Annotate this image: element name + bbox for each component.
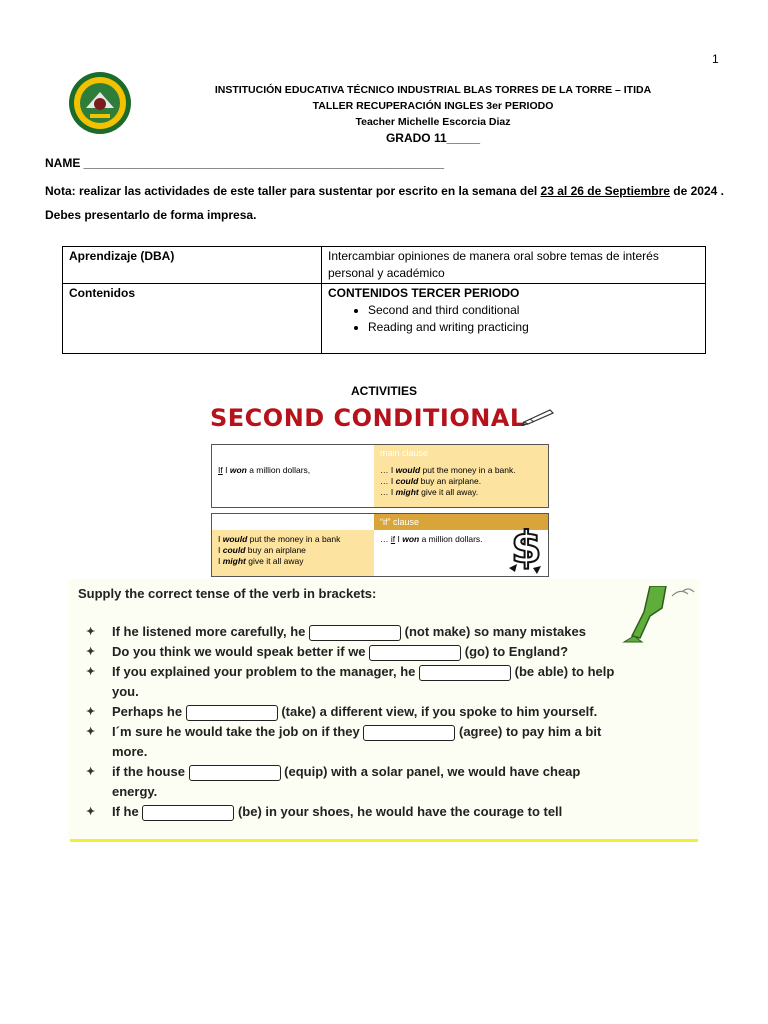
- exercise-item: [86, 662, 702, 702]
- text-span: put the money in a bank.: [420, 465, 516, 475]
- exercise-list: [86, 622, 702, 822]
- table1-main-cell: [374, 461, 549, 507]
- dba-table: [62, 246, 706, 354]
- verb-emphasis: could: [222, 545, 246, 555]
- exercise-item: [86, 622, 702, 642]
- bullet-icon: ✦: [86, 766, 96, 778]
- note-text-after: de 2024 . Debes presentarlo de forma impresa.: [45, 184, 724, 222]
- verb-emphasis: won: [229, 465, 247, 475]
- yellow-divider: [70, 839, 698, 842]
- table1-col2-header: main clause: [374, 445, 549, 462]
- exercise-title: Supply the correct tense of the verb in brackets:: [78, 586, 377, 601]
- bullet-icon: ✦: [86, 626, 96, 638]
- name-line: NAME ______________________________________________________: [45, 156, 445, 170]
- item-text: (be able) to help: [511, 664, 615, 679]
- contents-heading: CONTENIDOS TERCER PERIODO: [328, 286, 520, 300]
- exercise-item: [86, 762, 702, 802]
- item-text: (equip) with a solar panel, we would have cheap: [280, 764, 581, 779]
- item-text: If you explained your problem to the manager, he: [112, 664, 420, 679]
- verb-emphasis: would: [222, 534, 248, 544]
- bullet-icon: ✦: [86, 646, 96, 658]
- text-span: … I: [380, 487, 396, 497]
- item-text: (not make) so many mistakes: [401, 624, 586, 639]
- main-clause-line: [218, 534, 368, 545]
- activities-title: ACTIVITIES: [350, 384, 417, 398]
- text-span: a million dollars.: [419, 534, 483, 544]
- item-text: energy.: [112, 784, 158, 799]
- answer-blank[interactable]: [369, 645, 461, 661]
- item-text: I´m sure he would take the job on if they: [112, 724, 364, 739]
- main-clause-line: [218, 545, 368, 556]
- table2-main-cell: [212, 530, 375, 576]
- table1-col1-header: “if” clause: [212, 445, 375, 462]
- grade-line: GRADO 11_____: [385, 131, 481, 145]
- main-clause-line: [380, 476, 542, 487]
- exercise-item: [86, 722, 702, 762]
- table2-col2-header: “if” clause: [374, 514, 549, 531]
- text-span: …: [380, 534, 391, 544]
- page-number: 1: [712, 52, 719, 66]
- conditional-table-main-first: [211, 513, 549, 577]
- answer-blank[interactable]: [142, 805, 234, 821]
- svg-text:$: $: [511, 522, 542, 573]
- text-span: a million dollars,: [246, 465, 311, 475]
- conditional-table-if-first: [211, 444, 549, 508]
- item-text: If he listened more carefully, he: [112, 624, 309, 639]
- item-text: (agree) to pay him a bit: [455, 724, 602, 739]
- exercise-item: [86, 702, 702, 722]
- exercise-item: [86, 802, 702, 822]
- item-text: (take) a different view, if you spoke to him yourself.: [277, 704, 598, 719]
- text-span: I: [218, 556, 223, 566]
- contents-item: • Reading and writing practicing: [368, 319, 699, 336]
- text-span: … I: [380, 476, 396, 486]
- verb-emphasis: won: [402, 534, 420, 544]
- main-clause-line: [380, 487, 542, 498]
- text-span: give it all away.: [418, 487, 479, 497]
- text-span: give it all away: [245, 556, 304, 566]
- second-conditional-title: SECOND CONDITIONAL: [210, 404, 526, 432]
- bullet-icon: ✦: [86, 806, 96, 818]
- answer-blank[interactable]: [189, 765, 281, 781]
- institution-name: INSTITUCIÓN EDUCATIVA TÉCNICO INDUSTRIAL BLAS TORRES DE LA TORRE – ITIDA: [214, 84, 652, 96]
- verb-emphasis: would: [395, 465, 421, 475]
- bullet-icon: ✦: [86, 666, 96, 678]
- text-span: buy an airplane: [245, 545, 306, 555]
- if-word: if: [390, 534, 396, 544]
- text-span: buy an airplane.: [418, 476, 482, 486]
- item-text: you.: [112, 684, 139, 699]
- answer-blank[interactable]: [419, 665, 511, 681]
- item-text: (go) to England?: [461, 644, 569, 659]
- note-text-before: Nota: realizar las actividades de este taller para sustentar por escrito en la semana del: [45, 184, 541, 198]
- table1-if-cell: [212, 461, 375, 507]
- text-span: I: [218, 534, 223, 544]
- item-text: If he: [112, 804, 143, 819]
- answer-blank[interactable]: [363, 725, 455, 741]
- table2-col1-header: main clause: [212, 514, 375, 531]
- main-clause-line: [380, 465, 542, 476]
- verb-emphasis: might: [222, 556, 246, 566]
- verb-emphasis: might: [395, 487, 419, 497]
- text-span: I: [395, 534, 403, 544]
- text-span: I: [218, 545, 223, 555]
- if-word: If: [218, 465, 223, 475]
- contents-item: • Second and third conditional: [368, 302, 699, 319]
- item-text: (be) in your shoes, he would have the courage to tell: [234, 804, 563, 819]
- dba-value: Intercambiar opiniones de manera oral sobre temas de interés personal y académico: [322, 247, 706, 284]
- exercise-item: [86, 642, 702, 662]
- contents-label: Contenidos: [63, 284, 322, 354]
- pencil-icon: [520, 406, 556, 426]
- item-text: Do you think we would speak better if we: [112, 644, 370, 659]
- item-text: Perhaps he: [112, 704, 186, 719]
- teacher-name: Teacher Michelle Escorcia Diaz: [355, 116, 511, 128]
- item-text: more.: [112, 744, 148, 759]
- item-text: if the house: [112, 764, 189, 779]
- workshop-title: TALLER RECUPERACIÓN INGLES 3er PERIODO: [312, 100, 554, 112]
- text-span: I: [222, 465, 230, 475]
- bullet-icon: ✦: [86, 726, 96, 738]
- note-dates: 23 al 26 de Septiembre: [540, 184, 670, 198]
- text-span: put the money in a bank: [247, 534, 341, 544]
- dba-label: Aprendizaje (DBA): [63, 247, 322, 284]
- text-span: … I: [380, 465, 396, 475]
- main-clause-line: [218, 556, 368, 567]
- answer-blank[interactable]: [186, 705, 278, 721]
- contents-list: [328, 302, 699, 336]
- answer-blank[interactable]: [309, 625, 401, 641]
- contents-cell: [322, 284, 706, 354]
- bullet-icon: ✦: [86, 706, 96, 718]
- note-paragraph: [45, 179, 725, 227]
- verb-emphasis: could: [395, 476, 419, 486]
- dollar-sign-icon: [503, 518, 547, 576]
